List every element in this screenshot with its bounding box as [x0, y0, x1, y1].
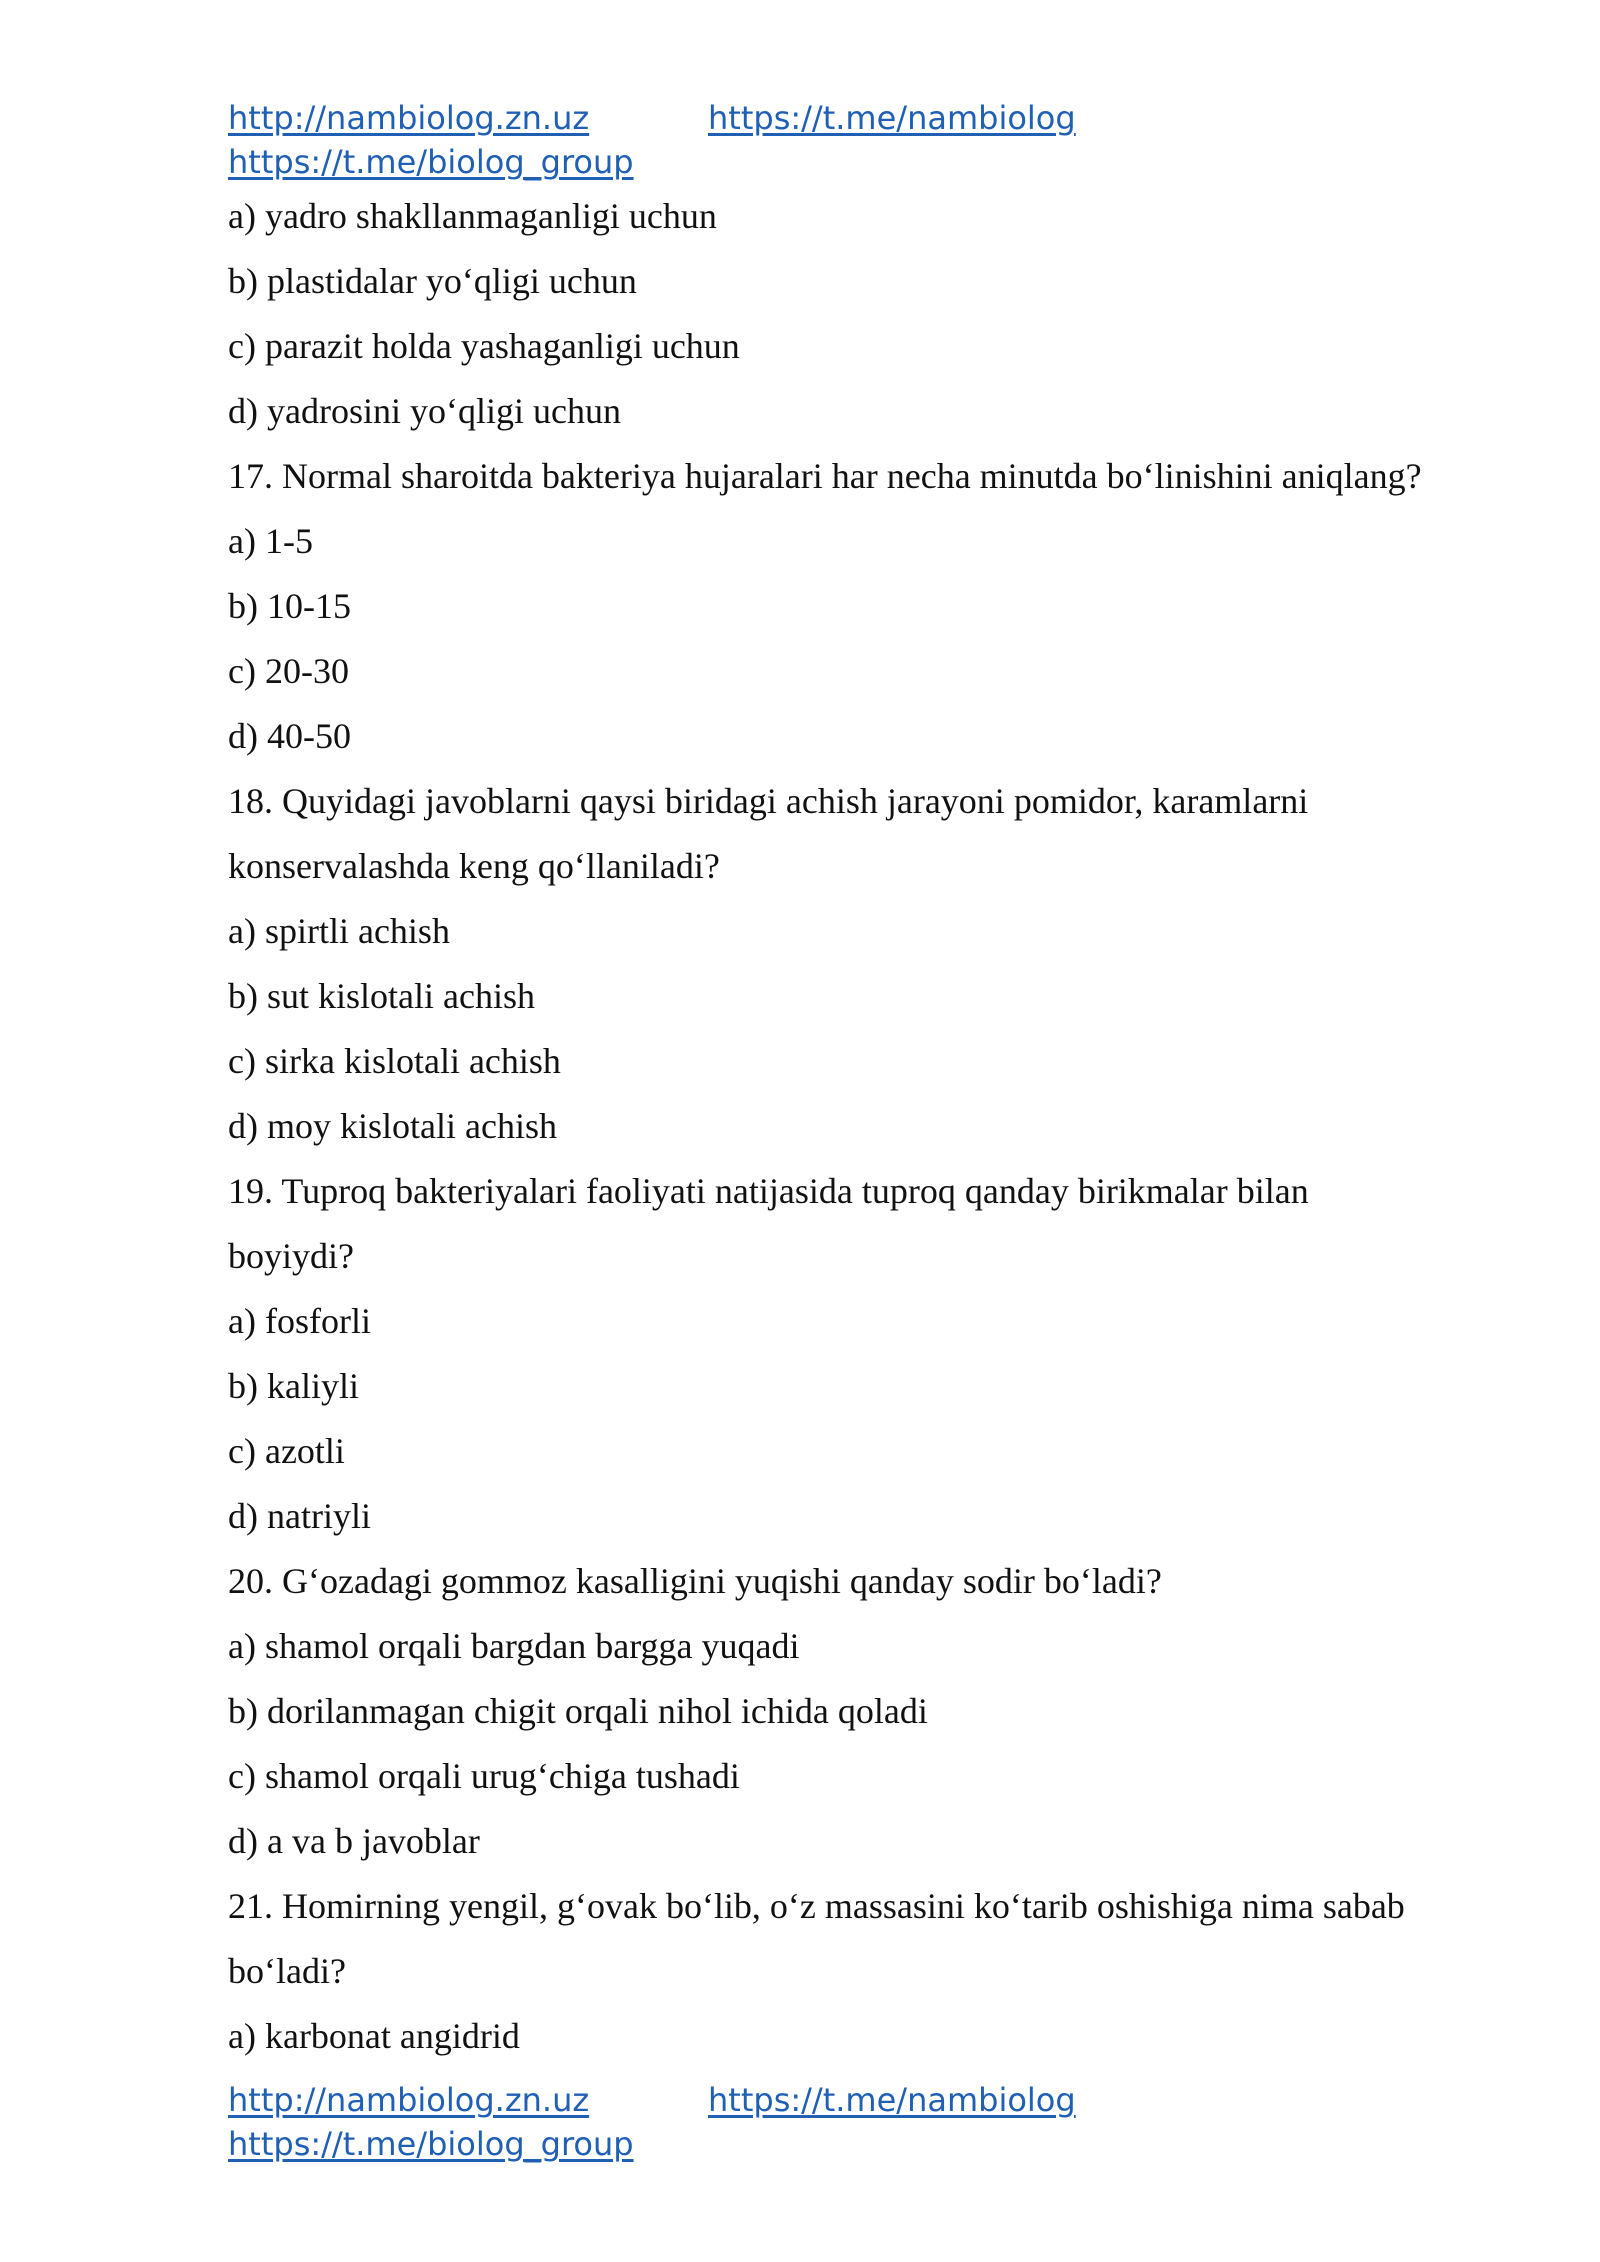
- answer-option: d) yadrosini yo‘qligi uchun: [228, 391, 621, 431]
- answer-option: c) 20-30: [228, 651, 349, 691]
- footer-telegram-group-link[interactable]: https://t.me/biolog_group: [228, 2125, 634, 2163]
- answer-option: d) a va b javoblar: [228, 1821, 480, 1861]
- question-text: 20. G‘ozadagi gommoz kasalligini yuqishi qanday sodir bo‘ladi?: [228, 1561, 1162, 1601]
- answer-option: b) plastidalar yo‘qligi uchun: [228, 261, 637, 301]
- header-telegram-group-link[interactable]: https://t.me/biolog_group: [228, 143, 634, 181]
- answer-option: a) spirtli achish: [228, 911, 450, 951]
- answer-option: a) karbonat angidrid: [228, 2016, 520, 2056]
- answer-option: b) sut kislotali achish: [228, 976, 535, 1016]
- question-text: 21. Homirning yengil, g‘ovak bo‘lib, o‘z massasini ko‘tarib oshishiga nima sabab: [228, 1886, 1405, 1926]
- question-text: 17. Normal sharoitda bakteriya hujaralari har necha minutda bo‘linishini aniqlang?: [228, 456, 1422, 496]
- question-text: 18. Quyidagi javoblarni qaysi biridagi achish jarayoni pomidor, karamlarni: [228, 781, 1309, 821]
- answer-option: b) 10-15: [228, 586, 351, 626]
- answer-option: c) sirka kislotali achish: [228, 1041, 561, 1081]
- header-site-link[interactable]: http://nambiolog.zn.uz: [228, 99, 590, 137]
- answer-option: b) kaliyli: [228, 1366, 359, 1406]
- answer-option: c) parazit holda yashaganligi uchun: [228, 326, 740, 366]
- answer-option: d) natriyli: [228, 1496, 371, 1536]
- answer-option: d) 40-50: [228, 716, 351, 756]
- answer-option: c) azotli: [228, 1431, 345, 1471]
- question-text: 19. Tuproq bakteriyalari faoliyati natijasida tuproq qanday birikmalar bilan: [228, 1171, 1309, 1211]
- question-list: [228, 184, 1478, 2069]
- answer-option: c) shamol orqali urug‘chiga tushadi: [228, 1756, 740, 1796]
- footer-telegram-channel-link[interactable]: https://t.me/nambiolog: [708, 2081, 1076, 2119]
- footer-site-link[interactable]: http://nambiolog.zn.uz: [228, 2081, 590, 2119]
- footer-links: [228, 2078, 1428, 2166]
- text-line: bo‘ladi?: [228, 1951, 346, 1991]
- answer-option: a) 1-5: [228, 521, 313, 561]
- answer-option: a) fosforli: [228, 1301, 371, 1341]
- answer-option: d) moy kislotali achish: [228, 1106, 557, 1146]
- text-line: boyiydi?: [228, 1236, 354, 1276]
- answer-option: b) dorilanmagan chigit orqali nihol ichida qoladi: [228, 1691, 928, 1731]
- text-line: konservalashda keng qo‘llaniladi?: [228, 846, 720, 886]
- header-telegram-channel-link[interactable]: https://t.me/nambiolog: [708, 99, 1076, 137]
- answer-option: a) yadro shakllanmaganligi uchun: [228, 196, 717, 236]
- answer-option: a) shamol orqali bargdan bargga yuqadi: [228, 1626, 800, 1666]
- header-links: [228, 96, 1428, 184]
